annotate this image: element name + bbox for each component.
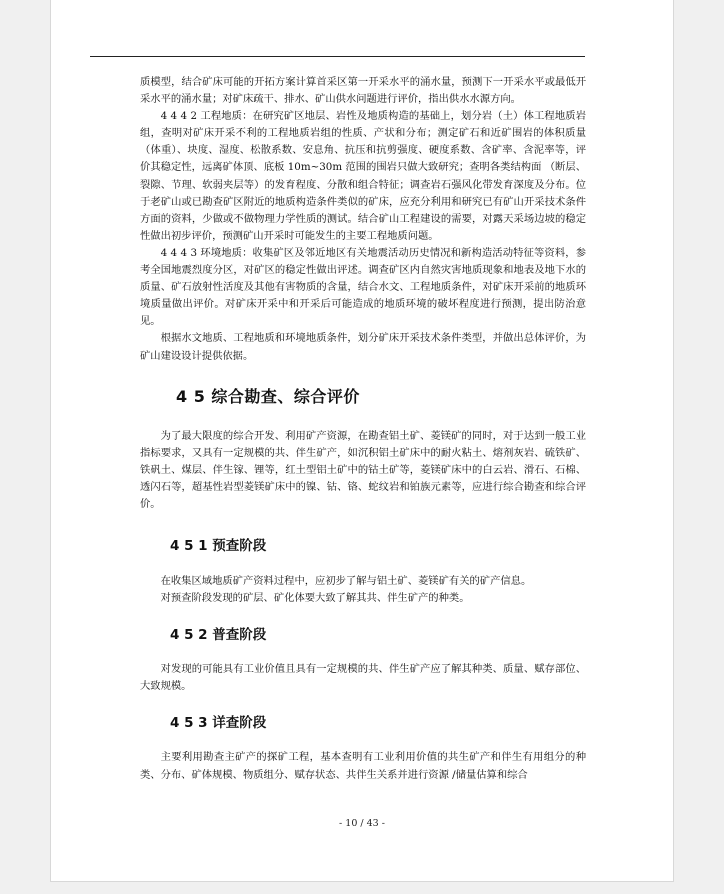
paragraph: 4 4 4 3 环境地质：收集矿区及邻近地区有关地震活动历史情况和新构造活动特征等资料，参考全国地震烈度分区，对矿区的稳定性做出评述。调查矿区内自然灾害地质现象和地表及地下水的质量、矿石放射性活度及其他有害物质的含量，结合水文、工程地质条件，对矿床开采前的地质环境质量做出评价。对矿床开采中和开采后可能造成的地质环境的破坏程度进行预测，提出防治意见。: [140, 246, 586, 328]
subsection-heading: 4 5 1 预查阶段: [170, 538, 267, 555]
page-content: [140, 74, 586, 784]
paragraph: 主要利用勘查主矿产的探矿工程，基本查明有工业利用价值的共生矿产和伴生有用组分的种类、分布、矿体规模、物质组分、赋存状态、共伴生关系并进行资源 /储量估算和综合: [140, 751, 586, 781]
paragraph: 质模型，结合矿床可能的开拓方案计算首采区第一开采水平的涌水量，预测下一开采水平或最低开采水平的涌水量；对矿床疏干、排水、矿山供水问题进行评价，指出供水水源方向。: [140, 76, 586, 106]
subsection-heading: 4 5 2 普查阶段: [170, 627, 267, 644]
paragraph: 4 4 4 2 工程地质：在研究矿区地层、岩性及地质构造的基础上，划分岩（土）体工程地质岩组，查明对矿床开采不利的工程地质岩组的性质、产状和分布；测定矿石和近矿围岩的体积质量 （体重）、块度、湿度、松散系数、安息角、抗压和抗剪强度、硬度系数、含矿率、含泥率等，评价其稳定性，远离矿体顶、底板 10m~30m 范围的围岩只做大致研究；查明各类结构面 （断层、裂隙、节理、软弱夹层等）的发育程度、分散和组合特征；调查岩石强风化带发育深度及分布。位于老矿山或已勘查矿区附近的地质构造条件类似的矿床，应充分利用和研究已有矿山开采技术条件方面的资料，少做或不做物理力学性质的测试。结合矿山工程建设的需要，对露天采场边坡的稳定性做出初步评价，预测矿山开采时可能发生的主要工程地质问题。: [140, 110, 586, 242]
subsection-heading: 4 5 3 详查阶段: [170, 715, 267, 732]
paragraph: 为了最大限度的综合开发、利用矿产资源，在勘查铝土矿、菱镁矿的同时，对于达到一般工业指标要求，又具有一定规模的共、伴生矿产，如沉积铝土矿床中的耐火粘土、熔剂灰岩、硫铁矿、铁矾土、煤层、伴生镓、锂等，红土型铝土矿中的钴土矿等，菱镁矿床中的白云岩、滑石、石棉、透闪石等，超基性岩型菱镁矿床中的镍、钴、铬、蛇纹岩和铂族元素等，应进行综合勘查和综合评价。: [140, 429, 586, 510]
paragraph: 根据水文地质、工程地质和环境地质条件，划分矿床开采技术条件类型，并做出总体评价，为矿山建设设计提供依据。: [140, 332, 586, 362]
paragraph: 对发现的可能具有工业价值且具有一定规模的共、伴生矿产应了解其种类、质量、赋存部位、大致规模。: [140, 663, 586, 693]
section-heading: 4 5 综合勘查、综合评价: [176, 386, 360, 406]
page-number: - 10 / 43 -: [339, 818, 385, 829]
paragraph: 对预查阶段发现的矿层、矿化体要大致了解其共、伴生矿产的种类。: [160, 592, 470, 605]
paragraph: 在收集区域地质矿产资料过程中，应初步了解与铝土矿、菱镁矿有关的矿产信息。: [160, 575, 532, 588]
header-rule: [90, 56, 585, 57]
